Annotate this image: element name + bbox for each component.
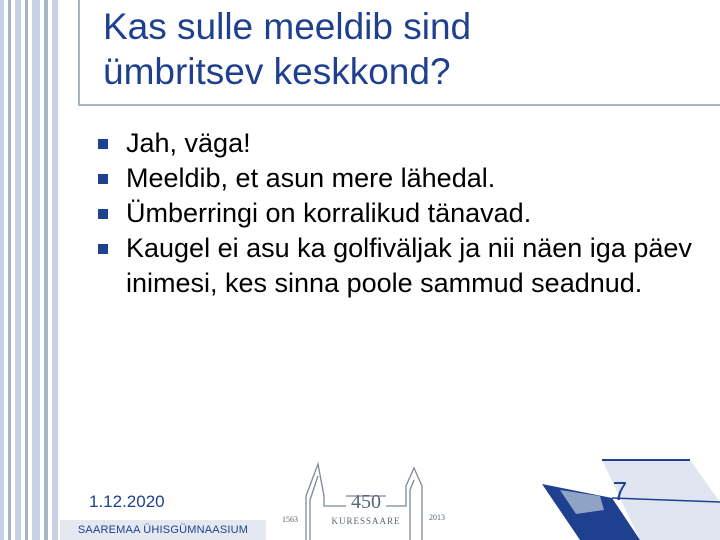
bullet-text: Jah, väga! [126, 128, 251, 158]
title-line-2: ümbritsev keskkond? [103, 51, 451, 92]
slide-title [103, 4, 703, 94]
title-line-1: Kas sulle meeldib sind [103, 6, 472, 47]
logo-place: KURESSAARE [331, 516, 401, 526]
bullet-item [98, 196, 698, 231]
bullet-item [98, 231, 698, 301]
bullet-text: Ümberringi on korralikud tänavad. [126, 198, 532, 228]
title-horizontal-rule [78, 104, 720, 106]
logo-year-end: 2013 [429, 513, 445, 522]
square-bullet-icon [98, 209, 108, 219]
logo-year-start: 1563 [282, 515, 298, 524]
square-bullet-icon [98, 244, 108, 254]
bullet-item [98, 126, 698, 161]
footer-date: 1.12.2020 [89, 492, 165, 511]
school-name: SAAREMAA ÜHISGÜMNAASIUM [60, 520, 266, 540]
title-vertical-rule [78, 0, 80, 105]
bullet-item [98, 161, 698, 196]
castle-outline-icon [266, 456, 466, 540]
side-stripes-decoration [0, 0, 60, 540]
square-bullet-icon [98, 174, 108, 184]
square-bullet-icon [98, 139, 108, 149]
bullet-text: Meeldib, et asun mere lähedal. [126, 163, 496, 193]
bullet-list [98, 126, 698, 301]
logo-number: 450 [351, 491, 381, 513]
bullet-text: Kaugel ei asu ka golfiväljak ja nii näen iga päev inimesi, kes sinna poole sammud seadnud. [126, 233, 692, 298]
page-number: 7 [612, 476, 628, 506]
